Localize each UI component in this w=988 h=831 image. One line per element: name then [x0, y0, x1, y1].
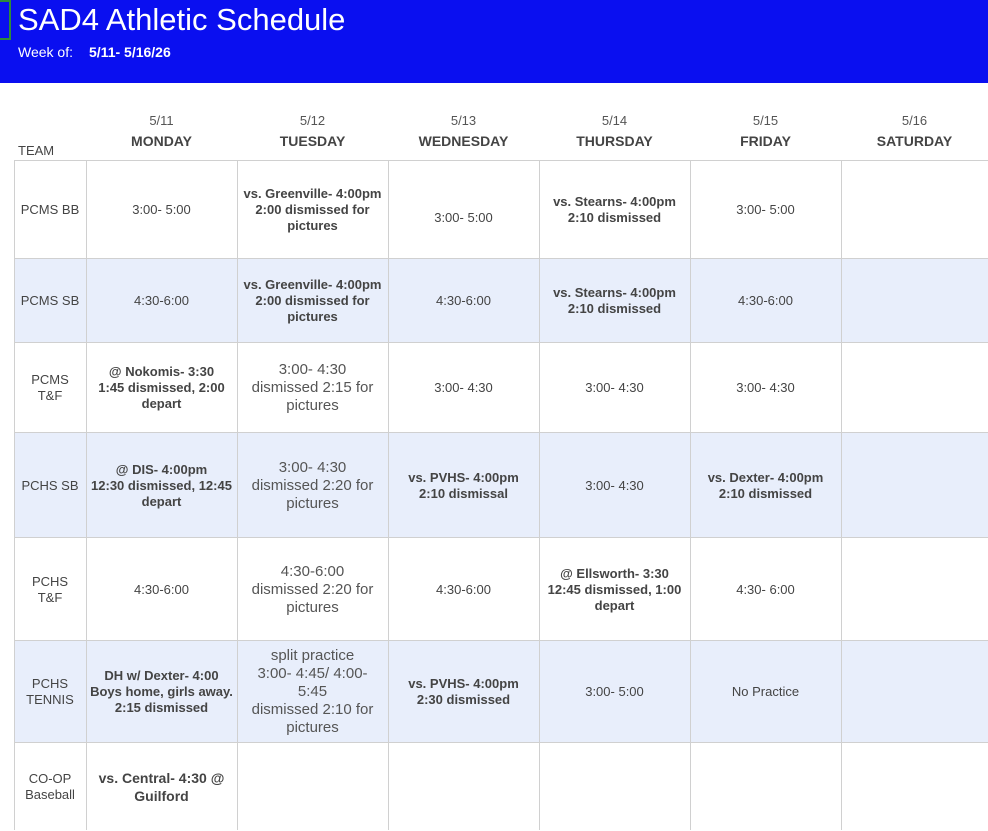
schedule-cell-monday[interactable]: DH w/ Dexter- 4:00 Boys home, girls away. 2:15 dismissed — [90, 668, 233, 715]
team-name-cell[interactable]: PCMS T&F — [31, 372, 69, 403]
schedule-cell-monday[interactable]: @ Nokomis- 3:30 1:45 dismissed, 2:00 depart — [98, 364, 225, 411]
schedule-cell-wednesday[interactable]: vs. PVHS- 4:00pm 2:10 dismissal — [408, 469, 519, 501]
schedule-cell-wednesday[interactable]: 3:00- 4:30 — [434, 380, 493, 395]
team-name-cell[interactable]: PCHS SB — [21, 477, 79, 493]
schedule-cell-tuesday[interactable]: 3:00- 4:30 dismissed 2:15 for pictures — [251, 361, 374, 414]
day-header-thursday — [539, 106, 690, 160]
schedule-cell-thursday[interactable]: vs. Stearns- 4:00pm 2:10 dismissed — [553, 194, 676, 225]
day-name: WEDNESDAY — [418, 133, 509, 149]
week-of-label: Week of: — [18, 44, 73, 60]
grid-line — [237, 160, 238, 830]
day-date: 5/12 — [299, 113, 326, 128]
schedule-cell-monday[interactable]: vs. Central- 4:30 @ Guilford — [98, 770, 225, 804]
day-header-wednesday — [388, 106, 539, 160]
schedule-cell-tuesday[interactable]: 3:00- 4:30 dismissed 2:20 for pictures — [251, 458, 374, 512]
day-name: FRIDAY — [740, 133, 791, 149]
grid-line — [388, 160, 389, 830]
team-name-cell[interactable]: PCHS TENNIS — [26, 676, 74, 707]
schedule-cell-saturday[interactable] — [841, 259, 988, 343]
schedule-cell-friday[interactable]: 3:00- 4:30 — [736, 380, 795, 395]
week-of-row — [18, 44, 171, 60]
page-title: SAD4 Athletic Schedule — [18, 2, 346, 37]
schedule-cell-thursday[interactable]: 3:00- 4:30 — [585, 380, 644, 395]
schedule-cell-thursday[interactable] — [539, 743, 690, 831]
day-header-tuesday — [237, 106, 388, 160]
day-header-friday — [690, 106, 841, 160]
day-date: 5/13 — [450, 113, 477, 128]
schedule-cell-friday[interactable]: No Practice — [731, 684, 800, 699]
schedule-cell-saturday[interactable] — [841, 641, 988, 743]
schedule-cell-thursday[interactable]: 3:00- 5:00 — [585, 684, 644, 699]
schedule-cell-wednesday[interactable] — [388, 743, 539, 831]
schedule-cell-friday[interactable]: 3:00- 5:00 — [736, 202, 795, 217]
schedule-cell-thursday[interactable]: @ Ellsworth- 3:30 12:45 dismissed, 1:00 depart — [547, 565, 682, 613]
schedule-cell-tuesday[interactable]: split practice 3:00- 4:45/ 4:00- 5:45 dismissed 2:10 for pictures — [251, 647, 374, 736]
schedule-cell-saturday[interactable] — [841, 538, 988, 641]
schedule-cell-friday[interactable]: vs. Dexter- 4:00pm 2:10 dismissed — [707, 469, 824, 501]
day-name: SATURDAY — [876, 133, 953, 149]
schedule-cell-saturday[interactable] — [841, 343, 988, 433]
day-date: 5/16 — [901, 113, 928, 128]
day-date: 5/11 — [149, 113, 174, 128]
team-name-cell[interactable]: PCMS SB — [20, 293, 80, 308]
schedule-cell-monday[interactable]: 3:00- 5:00 — [132, 202, 191, 217]
day-header-monday — [86, 106, 237, 160]
day-name: TUESDAY — [279, 133, 346, 149]
day-header-saturday — [841, 106, 988, 160]
schedule-cell-tuesday[interactable]: 4:30-6:00 dismissed 2:20 for pictures — [251, 562, 374, 616]
schedule-cell-tuesday[interactable]: vs. Greenville- 4:00pm 2:00 dismissed for pictures — [243, 277, 382, 324]
schedule-cell-thursday[interactable]: vs. Stearns- 4:00pm 2:10 dismissed — [553, 285, 676, 316]
schedule-cell-saturday[interactable] — [841, 743, 988, 831]
schedule-cell-wednesday[interactable]: 4:30-6:00 — [436, 293, 491, 308]
schedule-cell-saturday[interactable] — [841, 433, 988, 538]
team-column-header: TEAM — [18, 143, 55, 158]
day-date: 5/14 — [601, 113, 628, 128]
team-name-cell[interactable]: CO-OP Baseball — [25, 771, 75, 802]
schedule-cell-monday[interactable]: 4:30-6:00 — [134, 581, 189, 597]
week-range: 5/11- 5/16/26 — [89, 44, 171, 60]
selected-cell-marker — [0, 0, 11, 40]
day-name: THURSDAY — [576, 133, 653, 149]
schedule-cell-monday[interactable]: 4:30-6:00 — [134, 293, 189, 308]
day-date: 5/15 — [752, 113, 779, 128]
schedule-cell-friday[interactable]: 4:30-6:00 — [738, 293, 793, 308]
grid-line — [14, 160, 15, 830]
schedule-cell-wednesday[interactable]: 3:00- 5:00 — [434, 210, 493, 225]
grid-line — [690, 160, 691, 830]
grid-line — [539, 160, 540, 830]
schedule-cell-wednesday[interactable]: 4:30-6:00 — [436, 581, 491, 597]
team-name-cell[interactable]: PCHS T&F — [31, 573, 69, 605]
day-name: MONDAY — [131, 133, 192, 149]
schedule-cell-tuesday[interactable]: vs. Greenville- 4:00pm 2:00 dismissed for pictures — [243, 186, 382, 233]
schedule-cell-thursday[interactable]: 3:00- 4:30 — [585, 477, 644, 493]
schedule-cell-wednesday[interactable]: vs. PVHS- 4:00pm 2:30 dismissed — [408, 676, 519, 707]
schedule-cell-tuesday[interactable] — [237, 743, 388, 831]
grid-line — [841, 160, 842, 830]
schedule-cell-friday[interactable] — [690, 743, 841, 831]
schedule-cell-saturday[interactable] — [841, 161, 988, 259]
team-name-cell[interactable]: PCMS BB — [20, 202, 80, 217]
grid-line — [86, 160, 87, 830]
schedule-cell-friday[interactable]: 4:30- 6:00 — [736, 581, 795, 597]
schedule-cell-monday[interactable]: @ DIS- 4:00pm 12:30 dismissed, 12:45 depart — [91, 461, 232, 509]
header-banner — [0, 0, 988, 83]
